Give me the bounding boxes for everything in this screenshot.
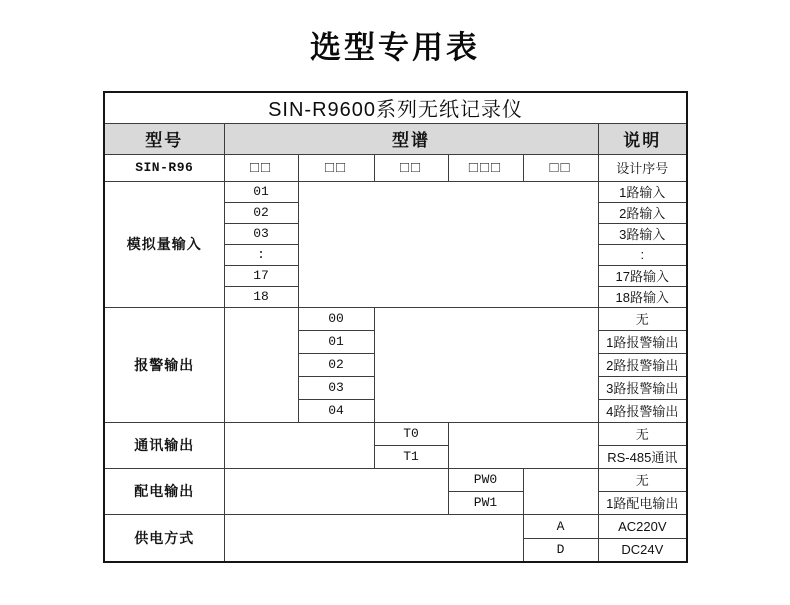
description-cell: RS-485通讯 [598,445,687,468]
description-cell: : [598,244,687,265]
code-cell: 02 [298,353,374,376]
description-cell: 1路报警输出 [598,330,687,353]
spectrum-slot-4: □□□ [448,154,523,181]
page-title: 选型专用表 [310,30,480,65]
spectrum-slot-5: □□ [523,154,598,181]
code-cell: 01 [224,181,298,202]
code-cell: D [523,538,598,562]
empty-spectrum-cell [448,422,598,468]
description-cell: AC220V [598,514,687,538]
section-row [104,307,687,330]
code-cell: 03 [298,376,374,399]
code-cell: T0 [374,422,448,445]
empty-spectrum-cell [224,468,448,514]
description-cell: 无 [598,307,687,330]
header-description: 说明 [598,123,687,154]
description-cell: 无 [598,468,687,491]
description-cell: 18路输入 [598,286,687,307]
description-cell: DC24V [598,538,687,562]
empty-spectrum-cell [298,181,598,307]
empty-spectrum-cell [374,307,598,422]
section-row [104,468,687,491]
spectrum-slot-3: □□ [374,154,448,181]
description-cell: 无 [598,422,687,445]
model-description: 设计序号 [598,154,687,181]
spectrum-slot-2: □□ [298,154,374,181]
description-cell: 1路输入 [598,181,687,202]
empty-spectrum-cell [224,422,374,468]
section-label: 模拟量输入 [104,181,224,307]
description-cell: 17路输入 [598,265,687,286]
section-label: 供电方式 [104,514,224,562]
model-name: SIN-R96 [104,154,224,181]
description-cell: 1路配电输出 [598,491,687,514]
code-cell: 03 [224,223,298,244]
description-cell: 2路报警输出 [598,353,687,376]
model-row [104,154,687,181]
code-cell: 00 [298,307,374,330]
section-label: 通讯输出 [104,422,224,468]
empty-spectrum-cell [224,307,298,422]
description-cell: 4路报警输出 [598,399,687,422]
code-cell: : [224,244,298,265]
code-cell: 01 [298,330,374,353]
section-row [104,422,687,445]
section-row [104,514,687,538]
section-label: 报警输出 [104,307,224,422]
section-row [104,181,687,202]
empty-spectrum-cell [523,468,598,514]
code-cell: PW0 [448,468,523,491]
code-cell: 02 [224,202,298,223]
header-model: 型号 [104,123,224,154]
table-header-row [104,123,687,154]
header-spectrum: 型谱 [224,123,598,154]
table-title: SIN-R9600系列无纸记录仪 [104,92,687,123]
code-cell: T1 [374,445,448,468]
code-cell: 04 [298,399,374,422]
code-cell: 18 [224,286,298,307]
table-title-row [104,92,687,123]
description-cell: 2路输入 [598,202,687,223]
description-cell: 3路输入 [598,223,687,244]
spectrum-slot-1: □□ [224,154,298,181]
description-cell: 3路报警输出 [598,376,687,399]
code-cell: PW1 [448,491,523,514]
section-label: 配电输出 [104,468,224,514]
empty-spectrum-cell [224,514,523,562]
code-cell: A [523,514,598,538]
code-cell: 17 [224,265,298,286]
selection-table [103,91,688,563]
